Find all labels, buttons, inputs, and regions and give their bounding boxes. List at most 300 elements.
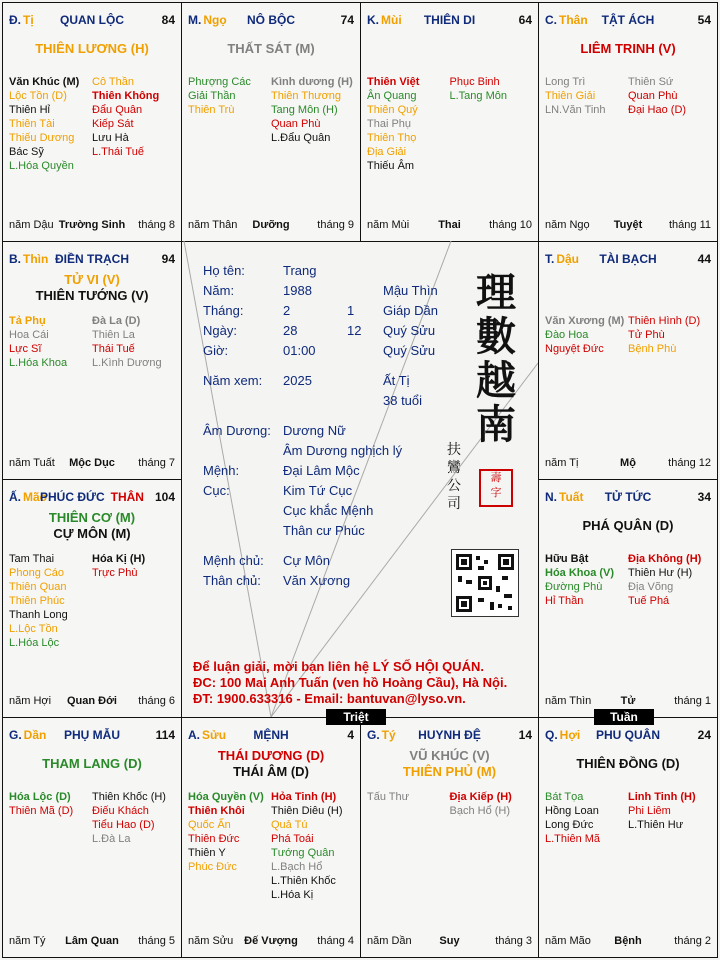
minor-star: Văn Xương (M): [545, 315, 625, 327]
nam-label: Năm:: [203, 283, 235, 298]
minor-star-column-left: [545, 552, 628, 608]
palace-footer: [9, 219, 175, 233]
palace-footer: [545, 219, 711, 233]
life-stage: Lâm Quan: [65, 935, 119, 947]
gio-label: Giờ:: [203, 343, 229, 358]
month-label: tháng 11: [668, 219, 711, 231]
cuc-value: Kim Tứ Cục: [283, 483, 353, 498]
minor-star-column-left: [367, 790, 450, 818]
minor-star: Đào Hoa: [545, 329, 589, 341]
main-star: VŨ KHÚC (V): [409, 748, 490, 763]
menh-label: Mệnh:: [203, 463, 240, 478]
minor-star: Kiếp Sát: [92, 118, 134, 130]
minor-star-column-right: [271, 75, 354, 145]
month-label: tháng 7: [138, 457, 175, 469]
calligraphy-seal: [471, 271, 521, 447]
month-label: tháng 6: [138, 695, 175, 707]
palace-number: 44: [697, 252, 711, 266]
thang-am-lich: 1: [347, 303, 355, 318]
small-seal-1: 扶: [447, 442, 461, 458]
palace-name: [9, 252, 175, 266]
palace-name: [188, 728, 354, 742]
minor-star: Tướng Quân: [271, 847, 335, 859]
palace-name: [545, 13, 711, 27]
minor-star: Tang Môn (H): [271, 104, 338, 116]
minor-star: Quốc Ấn: [188, 819, 231, 831]
palace-name-text: TỬ TỨC: [604, 490, 652, 504]
life-stage: Mộ: [620, 457, 636, 469]
ngay-can-chi: Quý Sửu: [383, 323, 436, 338]
seal-char-4: 南: [476, 401, 516, 448]
minor-star: Lộc Tồn (D): [9, 90, 67, 102]
minor-star: Thiên Thọ: [367, 132, 417, 144]
palace-footer: [188, 935, 354, 949]
am-duong-value: Dương Nữ: [283, 423, 346, 438]
cuc-label: Cục:: [203, 483, 230, 498]
minor-star: L.Lộc Tồn: [9, 623, 58, 635]
palace-name-text: TÀI BẠCH: [599, 252, 657, 266]
minor-star: L.Đà La: [92, 833, 131, 845]
red-stamp: 壽 字: [479, 469, 513, 507]
palace-stem: T.: [545, 252, 555, 266]
palace-tai-bach: [538, 241, 718, 480]
palace-name: [9, 728, 175, 742]
minor-star: Tả Phụ: [9, 315, 46, 327]
palace-stem: B.: [9, 252, 21, 266]
palace-name: [545, 728, 711, 742]
life-stage: Quan Đới: [67, 695, 117, 707]
life-stage: Dưỡng: [252, 219, 290, 231]
palace-stem: N.: [545, 490, 557, 504]
minor-star: Đà La (D): [92, 315, 141, 327]
nam-value: 1988: [283, 283, 312, 298]
minor-star: Thiên Việt: [367, 76, 420, 88]
nam-xem-label: Năm xem:: [203, 373, 263, 388]
palace-name-text: PHỤ MẪU: [64, 728, 120, 742]
minor-star-column-right: [628, 790, 711, 846]
palace-footer: [367, 219, 532, 233]
minor-stars: [367, 75, 532, 173]
year-label: năm Tý: [9, 935, 46, 947]
month-label: tháng 3: [495, 935, 532, 947]
palace-number: 104: [154, 490, 175, 504]
center-info-panel: [181, 241, 538, 717]
minor-star: Lưu Hà: [92, 132, 129, 144]
life-stage: Tử: [620, 695, 636, 707]
palace-header: [9, 252, 175, 268]
minor-star: Thanh Long: [9, 609, 68, 621]
palace-stem: A.: [188, 728, 200, 742]
palace-tat-ach: [538, 2, 718, 242]
palace-name-text: ĐIỀN TRẠCH: [55, 252, 129, 266]
palace-name: [9, 13, 175, 27]
palace-stem: Đ.: [9, 13, 21, 27]
ngay-label: Ngày:: [203, 323, 237, 338]
minor-star: Hóa Quyền (V): [188, 791, 264, 803]
palace-name: [545, 490, 711, 504]
palace-footer: [9, 695, 175, 709]
minor-star-column-right: [92, 314, 175, 370]
minor-star-column-right: [92, 552, 175, 650]
than-cu-note: Thân cư Phúc: [283, 523, 365, 538]
minor-star-column-right: [450, 75, 533, 173]
palace-number: 74: [340, 13, 354, 27]
palace-number: 34: [697, 490, 711, 504]
minor-star: Lực Sĩ: [9, 343, 42, 355]
tuan-marker: Tuần: [594, 709, 654, 725]
palace-number: 14: [518, 728, 532, 742]
minor-star: Ân Quang: [367, 90, 417, 102]
life-stage: Tuyệt: [613, 219, 643, 231]
qr-pattern: [452, 550, 518, 616]
thang-can-chi: Giáp Dần: [383, 303, 438, 318]
minor-star-column-right: [92, 790, 175, 846]
main-star: THAM LANG (D): [42, 756, 142, 771]
palace-dien-trach: [2, 241, 182, 480]
minor-star-column-left: [188, 75, 271, 145]
minor-stars: [367, 790, 532, 818]
main-star: THIÊN LƯƠNG (H): [35, 41, 149, 56]
palace-phuc-duc: [2, 479, 182, 718]
minor-star: Thai Phụ: [367, 118, 412, 130]
minor-stars: [9, 790, 175, 846]
than-marker: THÂN: [110, 490, 144, 504]
year-label: năm Sửu: [188, 935, 234, 947]
month-label: tháng 2: [674, 935, 711, 947]
palace-thien-di: [360, 2, 539, 242]
year-label: năm Thìn: [545, 695, 592, 707]
minor-stars: [545, 75, 711, 117]
minor-star: Đại Hao (D): [628, 104, 687, 116]
contact-line-1: Để luận giải, mời bạn liên hệ LÝ SỐ HỘI QUÁN.: [193, 659, 484, 674]
minor-star: Hóa Khoa (V): [545, 567, 615, 579]
palace-name-text: HUYNH ĐỆ: [418, 728, 481, 742]
minor-star: Phá Toái: [271, 833, 314, 845]
minor-star: Phong Cáo: [9, 567, 65, 579]
minor-star-column-right: [628, 552, 711, 608]
triet-marker: Triệt: [326, 709, 386, 725]
minor-star: Bác Sỹ: [9, 146, 44, 158]
palace-footer: [9, 935, 175, 949]
minor-star: L.Hóa Kị: [271, 889, 314, 901]
year-label: năm Mão: [545, 935, 591, 947]
minor-star: Thiên Trù: [188, 104, 235, 116]
minor-star: Thiên Đức: [188, 833, 240, 845]
small-seal-3: 公: [447, 478, 461, 494]
minor-star: Quan Phù: [271, 118, 321, 130]
minor-star: Tiểu Hao (D): [92, 819, 155, 831]
minor-star: LN.Văn Tinh: [545, 104, 606, 116]
minor-star: Văn Khúc (M): [9, 76, 80, 88]
minor-star: Phúc Đức: [188, 861, 237, 873]
month-label: tháng 8: [138, 219, 175, 231]
minor-star: Tam Thai: [9, 553, 55, 565]
month-label: tháng 1: [674, 695, 711, 707]
minor-star: Thiên Không: [92, 90, 160, 102]
nam-xem-can-chi: Ất Tị: [383, 373, 410, 388]
minor-star: Kình dương (H): [271, 76, 353, 88]
minor-star-column-left: [9, 314, 92, 370]
minor-stars: [545, 790, 711, 846]
menh-chu-value: Cự Môn: [283, 553, 330, 568]
minor-star: Quan Phù: [628, 90, 678, 102]
ngay-am-lich: 12: [347, 323, 362, 338]
minor-stars: [9, 75, 175, 173]
palace-name-text: PHÚC ĐỨC: [40, 490, 105, 504]
small-seal-text: [447, 441, 465, 513]
month-label: tháng 12: [668, 457, 711, 469]
minor-star: Địa Không (H): [628, 553, 702, 565]
minor-star: L.Hóa Khoa: [9, 357, 68, 369]
palace-name: [367, 13, 532, 27]
life-stage: Đế Vượng: [244, 935, 298, 947]
minor-star: Địa Kiếp (H): [449, 791, 512, 803]
minor-star: Nguyệt Đức: [545, 343, 604, 355]
minor-star-column-right: [271, 790, 354, 902]
minor-star: Thiên Tài: [9, 118, 55, 130]
minor-star: Trực Phù: [92, 567, 138, 579]
minor-star: Thiếu Dương: [9, 132, 75, 144]
palace-header: [545, 252, 711, 268]
minor-star: Thiên Hỉ: [9, 104, 50, 116]
minor-stars: [188, 75, 354, 145]
palace-no-boc: [181, 2, 361, 242]
minor-stars: [9, 314, 175, 370]
palace-header: [367, 728, 532, 744]
minor-stars: [545, 552, 711, 608]
palace-footer: [188, 219, 354, 233]
tuoi-value: 38 tuổi: [383, 393, 423, 408]
minor-star-column-left: [545, 790, 628, 846]
minor-star: Thiên Mã (D): [9, 805, 74, 817]
palace-quan-loc: [2, 2, 182, 242]
minor-star: Quả Tú: [271, 819, 308, 831]
minor-star: L.Thiên Hư: [628, 819, 684, 831]
palace-footer: [545, 935, 711, 949]
month-label: tháng 4: [317, 935, 354, 947]
nam-can-chi: Mậu Thìn: [383, 283, 438, 298]
minor-star: Hóa Lộc (D): [9, 791, 71, 803]
minor-stars: [9, 552, 175, 650]
palace-header: [9, 490, 175, 506]
minor-star: Thiếu Âm: [367, 160, 415, 172]
minor-star: Thiên Hư (H): [628, 567, 693, 579]
minor-star: L.Hóa Quyền: [9, 160, 74, 172]
main-star: THẤT SÁT (M): [227, 41, 315, 56]
palace-name: [367, 728, 532, 742]
small-seal-2: 鸞: [447, 460, 461, 476]
palace-header: [545, 728, 711, 744]
palace-branch-name: Mão: [23, 490, 47, 504]
life-stage: Bệnh: [614, 935, 642, 947]
palace-header: [9, 13, 175, 29]
minor-star: Đẩu Quân: [92, 104, 143, 116]
minor-star: Bạch Hổ (H): [449, 805, 511, 817]
minor-star: L.Thiên Khốc: [271, 875, 336, 887]
palace-number: 24: [697, 728, 711, 742]
palace-branch-name: Dậu: [556, 252, 580, 266]
palace-number: 84: [161, 13, 175, 27]
palace-number: 94: [161, 252, 175, 266]
main-star: TỬ VI (V): [64, 272, 120, 287]
minor-star: Thiên Y: [188, 847, 226, 859]
minor-star: L.Tang Môn: [449, 90, 507, 102]
ho-ten-label: Họ tên:: [203, 263, 245, 278]
palace-name: [188, 13, 354, 27]
minor-star: L.Hóa Lộc: [9, 637, 60, 649]
minor-star-column-left: [367, 75, 450, 173]
minor-star: Thiên Sứ: [628, 76, 674, 88]
minor-star: Phượng Các: [188, 76, 251, 88]
ngay-value: 28: [283, 323, 298, 338]
thang-label: Tháng:: [203, 303, 244, 318]
minor-star: L.Kình Dương: [92, 357, 162, 369]
palace-name: [545, 252, 711, 266]
palace-branch-name: Ngọ: [203, 13, 227, 27]
palace-footer: [9, 457, 175, 471]
year-label: năm Hợi: [9, 695, 52, 707]
minor-star: Tuế Phá: [628, 595, 670, 607]
minor-stars: [188, 790, 354, 902]
palace-header: [367, 13, 532, 29]
minor-star: Thiên Quý: [367, 104, 418, 116]
main-star: THÁI DƯƠNG (D): [217, 748, 325, 763]
than-chu-value: Văn Xương: [283, 573, 351, 588]
minor-star: Hóa Kị (H): [92, 553, 146, 565]
main-star: THIÊN CƠ (M): [48, 510, 136, 525]
minor-star: Thiên Hình (D): [628, 315, 701, 327]
minor-star-column-left: [188, 790, 271, 902]
palace-name-text: QUAN LỘC: [60, 13, 124, 27]
minor-star-column-right: [628, 314, 711, 356]
month-label: tháng 5: [138, 935, 175, 947]
main-star: THIÊN TƯỚNG (V): [35, 288, 149, 303]
year-label: năm Ngọ: [545, 219, 590, 231]
life-stage: Trường Sinh: [58, 219, 126, 231]
minor-star: Linh Tinh (H): [628, 791, 696, 803]
palace-number: 64: [518, 13, 532, 27]
palace-branch-name: Sửu: [202, 728, 227, 742]
minor-star: Thiên Thương: [271, 90, 342, 102]
palace-name-text: MỆNH: [253, 728, 289, 742]
minor-star: Thiên Phúc: [9, 595, 65, 607]
minor-star: Hữu Bật: [545, 553, 589, 565]
year-label: năm Tuất: [9, 457, 55, 469]
minor-star: Tử Phù: [628, 329, 665, 341]
palace-header: [545, 490, 711, 506]
minor-star: Giải Thần: [188, 90, 236, 102]
palace-branch-name: Thìn: [23, 252, 49, 266]
contact-address: ĐC: 100 Mai Anh Tuấn (ven hồ Hoàng Cầu), Hà Nội.: [193, 675, 508, 690]
month-label: tháng 9: [317, 219, 354, 231]
life-stage: Thai: [438, 219, 461, 231]
palace-branch-name: Tuất: [559, 490, 584, 504]
minor-star: L.Thiên Mã: [545, 833, 601, 845]
palace-branch-name: Tý: [381, 728, 396, 742]
minor-star: L.Bạch Hổ: [271, 861, 323, 873]
gio-can-chi: Quý Sửu: [383, 343, 436, 358]
minor-star: Cô Thần: [92, 76, 134, 88]
am-duong-note: Âm Dương nghịch lý: [283, 443, 403, 458]
minor-star: Thái Tuế: [92, 343, 135, 355]
minor-star: Tấu Thư: [367, 791, 410, 803]
minor-star: Long Trì: [545, 76, 586, 88]
palace-huynh-de: [360, 717, 539, 958]
minor-star: Thiên Diêu (H): [271, 805, 343, 817]
palace-branch-name: Tị: [23, 13, 34, 27]
minor-star: Bát Tọa: [545, 791, 584, 803]
life-stage: Mộc Dục: [69, 457, 115, 469]
minor-star: Điếu Khách: [92, 805, 149, 817]
thang-value: 2: [283, 303, 291, 318]
palace-footer: [545, 457, 711, 471]
seal-char-1: 理: [476, 269, 516, 316]
minor-star-column-left: [9, 790, 92, 846]
seal-char-3: 越: [476, 357, 516, 404]
minor-star: L.Đẩu Quân: [271, 132, 331, 144]
palace-menh: [181, 717, 361, 958]
minor-star-column-left: [9, 75, 92, 173]
minor-star: Địa Võng: [628, 581, 674, 593]
palace-branch-name: Hợi: [559, 728, 581, 742]
palace-name: [9, 490, 175, 504]
qr-code-image[interactable]: [451, 549, 519, 617]
minor-star-column-left: [9, 552, 92, 650]
minor-star: Bệnh Phù: [628, 343, 677, 355]
palace-name-text: PHU QUÂN: [595, 728, 660, 742]
ho-ten-value: Trang: [283, 263, 317, 278]
menh-chu-label: Mệnh chủ:: [203, 553, 264, 568]
minor-star: Hoa Cái: [9, 329, 49, 341]
month-label: tháng 10: [489, 219, 532, 231]
palace-number: 54: [697, 13, 711, 27]
minor-star: Địa Giải: [367, 146, 407, 158]
life-stage: Suy: [439, 935, 460, 947]
palace-header: [545, 13, 711, 29]
main-star: THIÊN PHỦ (M): [402, 764, 497, 779]
palace-branch-name: Thân: [559, 13, 588, 27]
minor-star: Long Đức: [545, 819, 594, 831]
minor-star: Phục Binh: [449, 76, 500, 88]
palace-branch-name: Mùi: [381, 13, 402, 27]
small-seal-4: 司: [447, 496, 461, 512]
minor-star: Hỏa Tinh (H): [271, 791, 337, 803]
main-star: THÁI ÂM (D): [233, 764, 309, 779]
palace-phu-quan: [538, 717, 718, 958]
palace-stem: Q.: [545, 728, 558, 742]
palace-stem: G.: [367, 728, 380, 742]
palace-tu-tuc: [538, 479, 718, 718]
minor-star-column-right: [92, 75, 175, 173]
main-star: LIÊM TRINH (V): [580, 41, 676, 56]
minor-star: Thiên Khốc (H): [92, 791, 166, 803]
cuc-note: Cục khắc Mệnh: [283, 503, 374, 518]
palace-branch-name: Dần: [23, 728, 47, 742]
year-label: năm Dần: [367, 935, 412, 947]
main-star: PHÁ QUÂN (D): [582, 518, 674, 533]
seal-char-2: 數: [476, 313, 516, 360]
minor-star: Phi Liêm: [628, 805, 671, 817]
am-duong-label: Âm Dương:: [203, 423, 271, 438]
palace-header: [188, 728, 354, 744]
palace-stem: K.: [367, 13, 379, 27]
palace-phu-mau: [2, 717, 182, 958]
contact-phone-email[interactable]: ĐT: 1900.633316 - Email: bantuvan@lyso.vn.: [193, 691, 466, 706]
palace-footer: [545, 695, 711, 709]
minor-star: Hỉ Thần: [545, 595, 584, 607]
year-label: năm Thân: [188, 219, 238, 231]
palace-number: 4: [347, 728, 354, 742]
